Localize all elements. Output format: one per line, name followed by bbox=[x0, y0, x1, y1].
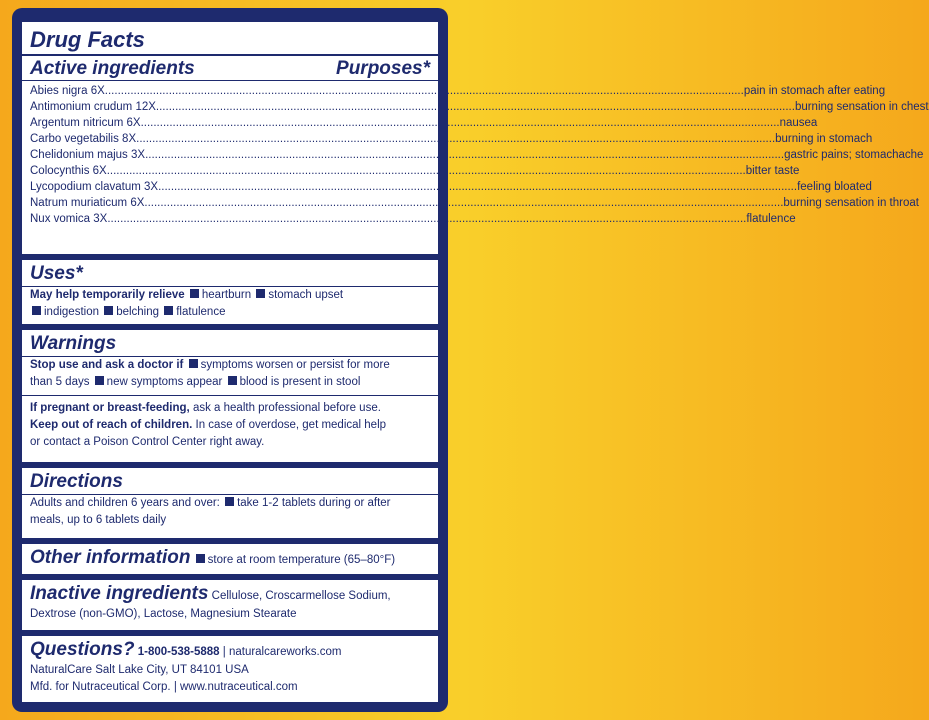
purpose-text: nausea bbox=[779, 117, 818, 129]
divider bbox=[22, 80, 438, 81]
ingredient-name: Lycopodium clavatum 3X bbox=[30, 181, 159, 193]
ingredient-name: Nux vomica 3X bbox=[30, 213, 108, 225]
purposes-heading: Purposes* bbox=[336, 58, 430, 79]
directions-heading: Directions bbox=[30, 471, 123, 492]
stop-use-label: Stop use and ask a doctor if bbox=[30, 359, 184, 371]
bullet-square-icon bbox=[104, 306, 113, 315]
uses-line-1 bbox=[30, 287, 430, 304]
uses-heading: Uses* bbox=[30, 263, 83, 284]
dot-leader: ........................................................................................................................................................................................................ bbox=[104, 85, 744, 97]
other-info-heading: Other information bbox=[30, 547, 191, 568]
drug-facts-section bbox=[22, 22, 929, 254]
active-ingredients-heading: Active ingredients bbox=[30, 58, 195, 79]
other-info-section bbox=[22, 544, 438, 574]
ingredient-name: Natrum muriaticum 6X bbox=[30, 197, 145, 209]
purpose-text: burning sensation in throat bbox=[783, 197, 919, 209]
purpose-text: flatulence bbox=[746, 213, 796, 225]
warning-item: new symptoms appear bbox=[106, 376, 223, 388]
active-ingredient-row bbox=[30, 115, 818, 131]
bullet-square-icon bbox=[225, 497, 234, 506]
uses-section bbox=[22, 260, 438, 324]
manufacturer-line bbox=[30, 679, 430, 696]
ingredient-name: Colocynthis 6X bbox=[30, 165, 107, 177]
active-ingredient-row bbox=[30, 195, 919, 211]
keep-out-line bbox=[30, 417, 430, 434]
keep-out-line-2: or contact a Poison Control Center right away. bbox=[30, 436, 265, 448]
bullet-square-icon bbox=[190, 289, 199, 298]
directions-who: Adults and children 6 years and over: bbox=[30, 497, 220, 509]
warning-item: blood is present in stool bbox=[239, 376, 361, 388]
ingredient-name: Abies nigra 6X bbox=[30, 85, 105, 97]
directions-line-2: meals, up to 6 tablets daily bbox=[30, 514, 167, 526]
separator: | bbox=[222, 646, 229, 658]
questions-heading: Questions? bbox=[30, 639, 135, 660]
warnings-stop-line-2 bbox=[30, 374, 430, 391]
ingredient-name: Carbo vegetabilis 8X bbox=[30, 133, 137, 145]
dot-leader: ........................................................................................................................................................................................................ bbox=[140, 117, 780, 129]
uses-intro: May help temporarily relieve bbox=[30, 289, 185, 301]
active-ingredient-row bbox=[30, 99, 929, 115]
separator: | bbox=[173, 681, 180, 693]
inactive-heading: Inactive ingredients bbox=[30, 583, 209, 604]
directions-line-1 bbox=[30, 495, 430, 512]
dot-leader: ........................................................................................................................................................................................................ bbox=[158, 181, 798, 193]
directions-dose: take 1-2 tablets during or after bbox=[237, 497, 391, 509]
questions-section bbox=[22, 636, 438, 702]
active-ingredient-row bbox=[30, 147, 924, 163]
divider bbox=[22, 54, 438, 56]
bullet-square-icon bbox=[196, 554, 205, 563]
pregnant-line bbox=[30, 400, 430, 417]
purpose-text: burning in stomach bbox=[775, 133, 873, 145]
address-line: NaturalCare Salt Lake City, UT 84101 USA bbox=[30, 664, 249, 676]
uses-item: indigestion bbox=[44, 306, 99, 318]
uses-item: belching bbox=[116, 306, 160, 318]
pregnant-text: ask a health professional before use. bbox=[192, 402, 381, 414]
divider bbox=[22, 395, 438, 396]
warning-item: symptoms worsen or persist for more bbox=[200, 359, 390, 371]
active-ingredient-row bbox=[30, 163, 800, 179]
ingredient-name: Antimonium crudum 12X bbox=[30, 101, 156, 113]
active-header bbox=[30, 59, 430, 79]
website-link[interactable]: naturalcareworks.com bbox=[228, 646, 342, 658]
manufacturer-text: Mfd. for Nutraceutical Corp. bbox=[30, 681, 171, 693]
dot-leader: ........................................................................................................................................................................................................ bbox=[106, 165, 746, 177]
warnings-heading: Warnings bbox=[30, 333, 117, 354]
active-ingredient-row bbox=[30, 131, 873, 147]
bullet-square-icon bbox=[256, 289, 265, 298]
inactive-line-2: Dextrose (non-GMO), Lactose, Magnesium Stearate bbox=[30, 608, 297, 620]
questions-line-1 bbox=[30, 640, 430, 662]
other-info-line bbox=[30, 548, 430, 570]
dot-leader: ........................................................................................................................................................................................................ bbox=[136, 133, 776, 145]
drug-facts-title: Drug Facts bbox=[30, 27, 145, 52]
bullet-square-icon bbox=[189, 359, 198, 368]
dot-leader: ........................................................................................................................................................................................................ bbox=[145, 149, 785, 161]
ingredient-name: Chelidonium majus 3X bbox=[30, 149, 146, 161]
keep-out-text: In case of overdose, get medical help bbox=[195, 419, 387, 431]
inactive-section bbox=[22, 580, 438, 630]
purpose-text: pain in stomach after eating bbox=[743, 85, 886, 97]
bullet-square-icon bbox=[32, 306, 41, 315]
pregnant-label: If pregnant or breast-feeding, bbox=[30, 402, 190, 414]
bullet-square-icon bbox=[228, 376, 237, 385]
uses-line-2 bbox=[30, 304, 430, 321]
active-ingredients-list bbox=[30, 83, 929, 227]
dot-leader: ........................................................................................................................................................................................................ bbox=[144, 197, 784, 209]
purpose-text: gastric pains; stomachache bbox=[784, 149, 924, 161]
active-ingredient-row bbox=[30, 211, 796, 227]
keep-out-label: Keep out of reach of children. bbox=[30, 419, 193, 431]
website-link[interactable]: www.nutraceutical.com bbox=[180, 681, 298, 693]
other-info-text: store at room temperature (65–80°F) bbox=[207, 554, 396, 566]
inactive-line-1 bbox=[30, 584, 430, 606]
drug-facts-panel bbox=[12, 8, 929, 712]
dot-leader: ........................................................................................................................................................................................................ bbox=[107, 213, 747, 225]
inactive-text-1: Cellulose, Croscarmellose Sodium, bbox=[211, 590, 391, 602]
uses-item: stomach upset bbox=[268, 289, 344, 301]
warnings-section bbox=[22, 330, 438, 462]
purpose-text: burning sensation in chest bbox=[794, 101, 929, 113]
ingredient-name: Argentum nitricum 6X bbox=[30, 117, 141, 129]
bullet-square-icon bbox=[164, 306, 173, 315]
active-ingredient-row bbox=[30, 179, 872, 195]
bullet-square-icon bbox=[95, 376, 104, 385]
warnings-stop-line-1 bbox=[30, 357, 430, 374]
purpose-text: bitter taste bbox=[745, 165, 800, 177]
dot-leader: ........................................................................................................................................................................................................ bbox=[155, 101, 795, 113]
phone-number[interactable]: 1-800-538-5888 bbox=[137, 646, 220, 658]
uses-item: flatulence bbox=[176, 306, 226, 318]
uses-item: heartburn bbox=[201, 289, 252, 301]
warning-item: than 5 days bbox=[30, 376, 90, 388]
directions-section bbox=[22, 468, 438, 538]
purpose-text: feeling bloated bbox=[797, 181, 872, 193]
active-ingredient-row bbox=[30, 83, 886, 99]
